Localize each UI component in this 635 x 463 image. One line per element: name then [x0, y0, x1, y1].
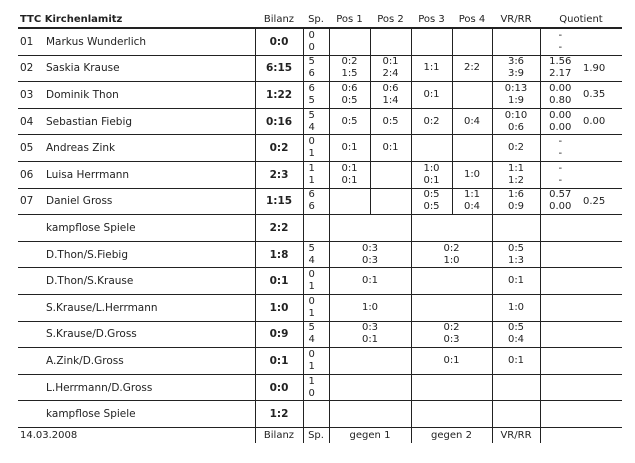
value-bottom: 1	[308, 174, 315, 186]
player-pos2	[370, 82, 411, 109]
doubles-name: D.Thon/S.Fiebig	[42, 241, 255, 268]
value-bottom: 0.00	[549, 201, 572, 213]
doubles-name: S.Krause/D.Gross	[42, 321, 255, 348]
player-row	[18, 161, 622, 188]
doubles-gegen2	[411, 348, 492, 375]
player-row	[18, 135, 622, 162]
player-pos4	[452, 28, 492, 55]
value-bottom: 4	[308, 254, 315, 266]
doubles-gegen1	[329, 348, 411, 375]
player-pos4	[452, 82, 492, 109]
value-bottom: 0:2	[423, 115, 440, 127]
value-top: 0.00	[549, 109, 572, 121]
value-bottom: -	[558, 174, 563, 186]
value-top: 0	[308, 29, 315, 41]
value-top: 0:6	[341, 82, 358, 94]
value-bottom: 1	[308, 307, 315, 319]
player-quotient	[540, 55, 580, 82]
player-pos2	[370, 108, 411, 135]
player-vrrr	[492, 82, 540, 109]
value-top: 1	[308, 162, 315, 174]
player-quotient	[540, 161, 580, 188]
doubles-vrrr	[492, 241, 540, 268]
value-bottom: 1:0	[361, 301, 379, 313]
value-bottom: 0.00	[549, 121, 572, 133]
value-top: 0:10	[504, 109, 528, 121]
value-top: 0:1	[341, 162, 358, 174]
value-bottom: 1	[308, 281, 315, 293]
doubles-gegen2	[411, 294, 492, 321]
doubles-gegen1	[329, 321, 411, 348]
player-quotient	[540, 82, 580, 109]
player-pos3	[411, 135, 452, 162]
player-vrrr	[492, 188, 540, 215]
kampflose-bilanz: 1:2	[255, 401, 303, 428]
player-row	[18, 108, 622, 135]
doubles-vrrr	[492, 321, 540, 348]
value-bottom: 0:1	[507, 275, 525, 287]
value-bottom: 0:5	[341, 94, 358, 106]
col-pos1: Pos 1	[329, 12, 370, 28]
col-quotient: Quotient	[540, 12, 622, 28]
value-top: 0:5	[382, 115, 399, 127]
player-vrrr	[492, 55, 540, 82]
team-stats-table	[18, 12, 622, 443]
team-name: TTC Kirchenlamitz	[18, 12, 255, 28]
player-pos2	[370, 28, 411, 55]
value-bottom: 0:1	[423, 174, 440, 186]
player-row	[18, 188, 622, 215]
player-pos1	[329, 28, 370, 55]
player-bilanz: 1:22	[255, 82, 303, 109]
player-pos4	[452, 135, 492, 162]
doubles-bilanz: 0:1	[255, 348, 303, 375]
player-quotient-total: 0.35	[580, 82, 622, 109]
value-top: 1:1	[463, 189, 481, 201]
doubles-gegen1	[329, 374, 411, 401]
player-bilanz: 6:15	[255, 55, 303, 82]
value-top: 0.00	[549, 82, 572, 94]
player-row	[18, 82, 622, 109]
value-bottom: 1:9	[507, 94, 525, 106]
doubles-sp	[303, 241, 329, 268]
player-pos4	[452, 188, 492, 215]
value-top: 6	[308, 189, 315, 201]
value-top: 3:6	[507, 56, 525, 68]
footer-vrrr: VR/RR	[492, 427, 540, 443]
doubles-vrrr	[492, 374, 540, 401]
value-bottom: 1:2	[507, 174, 525, 186]
doubles-bilanz: 0:0	[255, 374, 303, 401]
value-bottom: 0:3	[361, 254, 379, 266]
doubles-gegen2	[411, 321, 492, 348]
value-bottom: 0.80	[549, 94, 572, 106]
player-number: 06	[18, 161, 42, 188]
value-bottom: 0	[308, 387, 315, 399]
value-bottom: 4	[308, 121, 315, 133]
doubles-name: L.Herrmann/D.Gross	[42, 374, 255, 401]
player-row	[18, 55, 622, 82]
col-sp: Sp.	[303, 12, 329, 28]
player-bilanz: 2:3	[255, 161, 303, 188]
player-pos1	[329, 82, 370, 109]
player-pos3	[411, 188, 452, 215]
kampflose-label: kampflose Spiele	[42, 215, 255, 242]
player-name: Sebastian Fiebig	[42, 108, 255, 135]
doubles-name: S.Krause/L.Herrmann	[42, 294, 255, 321]
player-vrrr	[492, 135, 540, 162]
value-top: 0:3	[361, 322, 379, 334]
value-bottom: 1:3	[507, 254, 525, 266]
doubles-gegen2	[411, 374, 492, 401]
col-vrrr: VR/RR	[492, 12, 540, 28]
player-sp	[303, 108, 329, 135]
value-top: 0:1	[423, 88, 440, 100]
value-bottom: 0:1	[361, 275, 379, 287]
doubles-bilanz: 1:0	[255, 294, 303, 321]
player-sp	[303, 188, 329, 215]
player-pos4	[452, 55, 492, 82]
doubles-name: D.Thon/S.Krause	[42, 268, 255, 295]
value-bottom: 0:1	[361, 334, 379, 346]
player-quotient-total	[580, 135, 622, 162]
doubles-vrrr	[492, 348, 540, 375]
value-bottom: 1:0	[463, 168, 481, 180]
value-bottom: 0:4	[463, 201, 481, 213]
player-pos3	[411, 108, 452, 135]
player-name: Andreas Zink	[42, 135, 255, 162]
player-quotient	[540, 28, 580, 55]
footer-bilanz: Bilanz	[255, 427, 303, 443]
player-pos2	[370, 188, 411, 215]
value-bottom: 0	[308, 41, 315, 53]
value-top: 0:3	[361, 242, 379, 254]
value-bottom: 0:9	[507, 201, 525, 213]
doubles-gegen2	[411, 241, 492, 268]
value-top: 1:6	[507, 189, 525, 201]
player-name: Luisa Herrmann	[42, 161, 255, 188]
doubles-row	[18, 374, 622, 401]
value-bottom: 6	[308, 68, 315, 80]
doubles-bilanz: 1:8	[255, 241, 303, 268]
player-pos2	[370, 135, 411, 162]
value-bottom: 0:1	[443, 354, 460, 366]
footer-blank	[540, 427, 622, 443]
value-top: 2:2	[463, 62, 481, 74]
kampflose-bilanz: 2:2	[255, 215, 303, 242]
col-pos4: Pos 4	[452, 12, 492, 28]
value-bottom: 1	[308, 360, 315, 372]
value-top: 5	[308, 109, 315, 121]
value-top: 0.57	[549, 189, 572, 201]
col-pos2: Pos 2	[370, 12, 411, 28]
col-pos3: Pos 3	[411, 12, 452, 28]
doubles-sp	[303, 268, 329, 295]
player-quotient-total	[580, 28, 622, 55]
value-top: 0:2	[443, 242, 460, 254]
value-bottom: 0:6	[507, 121, 525, 133]
value-bottom: 5	[308, 94, 315, 106]
value-top: 0:13	[504, 82, 528, 94]
player-bilanz: 1:15	[255, 188, 303, 215]
footer-sp: Sp.	[303, 427, 329, 443]
doubles-row	[18, 268, 622, 295]
doubles-bilanz: 0:9	[255, 321, 303, 348]
value-top: 0	[308, 295, 315, 307]
value-top: 5	[308, 242, 315, 254]
player-quotient-total: 0.25	[580, 188, 622, 215]
value-bottom: 1:5	[341, 68, 358, 80]
player-name: Dominik Thon	[42, 82, 255, 109]
player-quotient-total: 0.00	[580, 108, 622, 135]
value-bottom: 0:4	[463, 115, 481, 127]
player-bilanz: 0:2	[255, 135, 303, 162]
doubles-sp	[303, 294, 329, 321]
value-top: -	[558, 29, 563, 41]
player-pos1	[329, 135, 370, 162]
player-quotient	[540, 108, 580, 135]
player-sp	[303, 55, 329, 82]
value-top: -	[558, 136, 563, 148]
player-bilanz: 0:16	[255, 108, 303, 135]
value-bottom: 0:3	[443, 334, 460, 346]
value-top: 1:1	[507, 162, 525, 174]
value-bottom: 4	[308, 334, 315, 346]
value-bottom: 1:0	[443, 254, 460, 266]
player-vrrr	[492, 108, 540, 135]
player-pos2	[370, 161, 411, 188]
value-bottom: 0:4	[507, 334, 525, 346]
player-sp	[303, 28, 329, 55]
value-bottom: 0:2	[507, 142, 525, 154]
value-bottom: 1	[308, 148, 315, 160]
value-bottom: 2.17	[549, 68, 572, 80]
value-bottom: -	[558, 148, 563, 160]
value-bottom: 3:9	[507, 68, 525, 80]
footer-gegen1: gegen 1	[329, 427, 411, 443]
value-top: 0:5	[423, 189, 440, 201]
value-top: 0:2	[341, 56, 358, 68]
player-pos4	[452, 108, 492, 135]
player-sp	[303, 135, 329, 162]
player-pos3	[411, 161, 452, 188]
player-pos2	[370, 55, 411, 82]
value-bottom: 2:4	[382, 68, 399, 80]
player-pos3	[411, 82, 452, 109]
value-top: 0:1	[382, 56, 399, 68]
player-quotient	[540, 135, 580, 162]
player-sp	[303, 82, 329, 109]
value-top: 0	[308, 269, 315, 281]
player-pos1	[329, 108, 370, 135]
value-top: 1:1	[423, 62, 440, 74]
player-pos1	[329, 55, 370, 82]
doubles-sp	[303, 348, 329, 375]
doubles-row	[18, 294, 622, 321]
player-name: Saskia Krause	[42, 55, 255, 82]
player-number: 05	[18, 135, 42, 162]
player-bilanz: 0:0	[255, 28, 303, 55]
doubles-row	[18, 348, 622, 375]
player-pos3	[411, 55, 452, 82]
doubles-gegen1	[329, 241, 411, 268]
doubles-gegen1	[329, 268, 411, 295]
col-bilanz: Bilanz	[255, 12, 303, 28]
player-vrrr	[492, 28, 540, 55]
value-top: 0:5	[507, 242, 525, 254]
player-name: Markus Wunderlich	[42, 28, 255, 55]
player-vrrr	[492, 161, 540, 188]
kampflose-row	[18, 215, 622, 242]
value-top: 1	[308, 375, 315, 387]
value-top: 5	[308, 56, 315, 68]
player-row	[18, 28, 622, 55]
doubles-sp	[303, 374, 329, 401]
player-name: Daniel Gross	[42, 188, 255, 215]
doubles-gegen2	[411, 268, 492, 295]
value-top: 0:6	[382, 82, 399, 94]
kampflose-label: kampflose Spiele	[42, 401, 255, 428]
value-bottom: 0:1	[382, 142, 399, 154]
value-bottom: 1:0	[507, 301, 525, 313]
doubles-bilanz: 0:1	[255, 268, 303, 295]
value-bottom: 0:5	[423, 201, 440, 213]
player-number: 01	[18, 28, 42, 55]
value-bottom: 1:4	[382, 94, 399, 106]
player-sp	[303, 161, 329, 188]
player-number: 07	[18, 188, 42, 215]
player-number: 04	[18, 108, 42, 135]
value-top: 5	[308, 322, 315, 334]
doubles-vrrr	[492, 294, 540, 321]
value-top: 1.56	[549, 56, 572, 68]
doubles-vrrr	[492, 268, 540, 295]
value-top: 1:0	[423, 162, 440, 174]
player-pos3	[411, 28, 452, 55]
player-quotient-total	[580, 161, 622, 188]
value-bottom: 6	[308, 201, 315, 213]
doubles-gegen1	[329, 294, 411, 321]
footer-gegen2: gegen 2	[411, 427, 492, 443]
value-bottom: 0:1	[507, 354, 525, 366]
player-pos1	[329, 188, 370, 215]
value-top: 0:2	[443, 322, 460, 334]
value-bottom: 0:1	[341, 142, 358, 154]
doubles-sp	[303, 321, 329, 348]
value-top: -	[558, 162, 563, 174]
value-bottom: -	[558, 41, 563, 53]
player-pos4	[452, 161, 492, 188]
player-quotient-total: 1.90	[580, 55, 622, 82]
value-top: 0:5	[507, 322, 525, 334]
value-bottom: 0:1	[341, 174, 358, 186]
value-top: 6	[308, 82, 315, 94]
player-number: 03	[18, 82, 42, 109]
doubles-row	[18, 241, 622, 268]
table-header	[18, 12, 622, 28]
value-top: 0:5	[341, 115, 358, 127]
player-number: 02	[18, 55, 42, 82]
footer-date: 14.03.2008	[20, 429, 78, 441]
value-top: 0	[308, 136, 315, 148]
table-footer	[18, 427, 622, 443]
value-top: 0	[308, 348, 315, 360]
kampflose-row	[18, 401, 622, 428]
player-quotient	[540, 188, 580, 215]
player-pos1	[329, 161, 370, 188]
doubles-row	[18, 321, 622, 348]
doubles-name: A.Zink/D.Gross	[42, 348, 255, 375]
